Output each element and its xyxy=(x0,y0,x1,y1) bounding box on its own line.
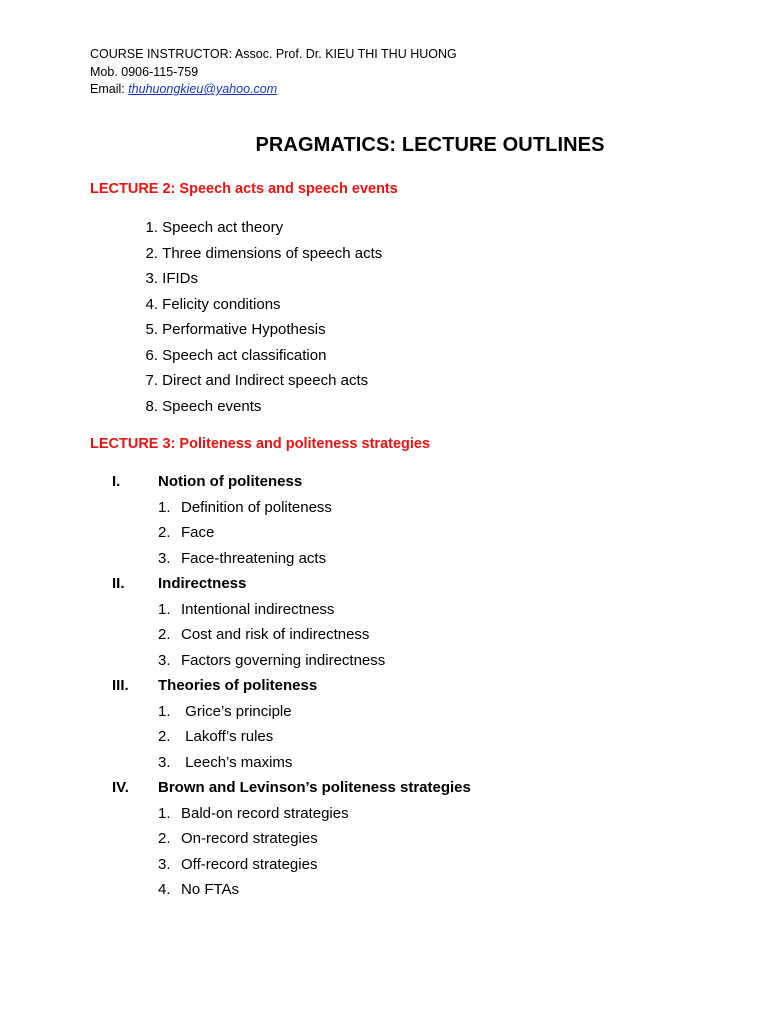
lecture-2-heading: LECTURE 2: Speech acts and speech events xyxy=(90,181,398,197)
instructor-line: COURSE INSTRUCTOR: Assoc. Prof. Dr. KIEU THI THU HUONG xyxy=(90,47,457,61)
mobile-line: Mob. 0906-115-759 xyxy=(90,64,199,79)
roman-numeral: IV. xyxy=(112,779,129,796)
item-text: Lakoff’s rules xyxy=(181,728,274,745)
list-item xyxy=(135,241,382,267)
section-title: Notion of politeness xyxy=(158,473,303,490)
list-item xyxy=(112,750,317,776)
list-item xyxy=(112,597,385,623)
item-text: Three dimensions of speech acts xyxy=(162,244,383,262)
section-list xyxy=(112,801,471,903)
section-notion-of-politeness xyxy=(112,469,332,571)
item-text: Off-record strategies xyxy=(181,855,318,873)
item-number: 3. xyxy=(158,855,171,873)
item-number: 3. xyxy=(158,753,171,771)
email-link[interactable]: thuhuongkieu@yahoo.com xyxy=(128,82,278,96)
item-number: 2. xyxy=(158,524,171,541)
list-item xyxy=(112,699,317,725)
section-indirectness xyxy=(112,571,385,673)
item-text: Definition of politeness xyxy=(181,498,332,516)
email-label: Email: xyxy=(90,82,129,96)
item-text: Performative Hypothesis xyxy=(162,321,326,338)
item-text: Bald-on record strategies xyxy=(181,804,349,822)
section-title: Brown and Levinson’s politeness strategies xyxy=(158,779,471,796)
section-title: Theories of politeness xyxy=(158,677,318,694)
item-text: Speech events xyxy=(162,397,262,415)
lecture-3-heading: LECTURE 3: Politeness and politeness strategies xyxy=(90,436,431,452)
list-item xyxy=(112,724,317,750)
list-item xyxy=(135,215,382,241)
item-text: Grice’s principle xyxy=(181,702,292,720)
item-number: 5. xyxy=(145,321,158,338)
item-number: 1. xyxy=(158,600,171,618)
section-heading xyxy=(112,469,332,495)
item-number: 7. xyxy=(145,372,158,389)
roman-numeral: II. xyxy=(112,575,125,592)
list-item xyxy=(135,317,382,343)
list-item xyxy=(112,520,332,546)
section-heading xyxy=(112,673,317,699)
item-text: Face-threatening acts xyxy=(181,549,327,567)
section-theories-of-politeness xyxy=(112,673,317,775)
item-text: Factors governing indirectness xyxy=(181,651,386,669)
section-brown-levinson xyxy=(112,775,471,903)
item-number: 6. xyxy=(145,346,158,364)
item-number: 8. xyxy=(145,397,158,415)
roman-numeral: I. xyxy=(112,473,121,490)
item-number: 1. xyxy=(158,702,171,720)
item-number: 1. xyxy=(158,498,171,516)
item-text: Felicity conditions xyxy=(162,295,281,313)
list-item xyxy=(135,266,382,292)
item-text: Intentional indirectness xyxy=(181,600,335,618)
section-heading xyxy=(112,775,471,801)
item-number: 3. xyxy=(158,651,171,669)
list-item xyxy=(135,292,382,318)
email-line xyxy=(90,81,457,99)
item-text: Speech act classification xyxy=(162,346,327,364)
item-number: 3. xyxy=(158,549,171,567)
item-text: Leech’s maxims xyxy=(181,753,293,771)
item-text: Cost and risk of indirectness xyxy=(181,626,370,643)
item-number: 2. xyxy=(158,626,171,643)
item-number: 2. xyxy=(158,830,171,847)
item-text: On-record strategies xyxy=(181,830,318,847)
list-item xyxy=(112,648,385,674)
section-title: Indirectness xyxy=(158,575,247,592)
list-item xyxy=(135,368,382,394)
list-item xyxy=(112,622,385,648)
roman-numeral: III. xyxy=(112,677,129,694)
item-text: Face xyxy=(181,524,215,541)
list-item xyxy=(112,852,471,878)
list-item xyxy=(112,546,332,572)
item-number: 4. xyxy=(158,881,171,898)
section-list xyxy=(112,597,385,674)
item-text: Direct and Indirect speech acts xyxy=(162,372,369,389)
item-number: 3. xyxy=(145,270,158,287)
list-item xyxy=(135,394,382,420)
section-list xyxy=(112,495,332,572)
item-text: No FTAs xyxy=(181,881,240,898)
section-list xyxy=(112,699,317,776)
list-item xyxy=(112,495,332,521)
item-number: 1. xyxy=(145,219,158,236)
list-item xyxy=(112,826,471,852)
item-text: IFIDs xyxy=(162,270,199,287)
list-item xyxy=(135,343,382,369)
item-number: 2. xyxy=(158,728,171,745)
section-heading xyxy=(112,571,385,597)
list-item xyxy=(112,877,471,903)
item-number: 2. xyxy=(145,244,158,262)
instructor-header xyxy=(90,46,457,99)
page-title: PRAGMATICS: LECTURE OUTLINES xyxy=(255,134,605,156)
item-number: 4. xyxy=(145,295,158,313)
item-number: 1. xyxy=(158,804,171,822)
list-item xyxy=(112,801,471,827)
item-text: Speech act theory xyxy=(162,219,284,236)
lecture-2-list xyxy=(135,215,382,419)
